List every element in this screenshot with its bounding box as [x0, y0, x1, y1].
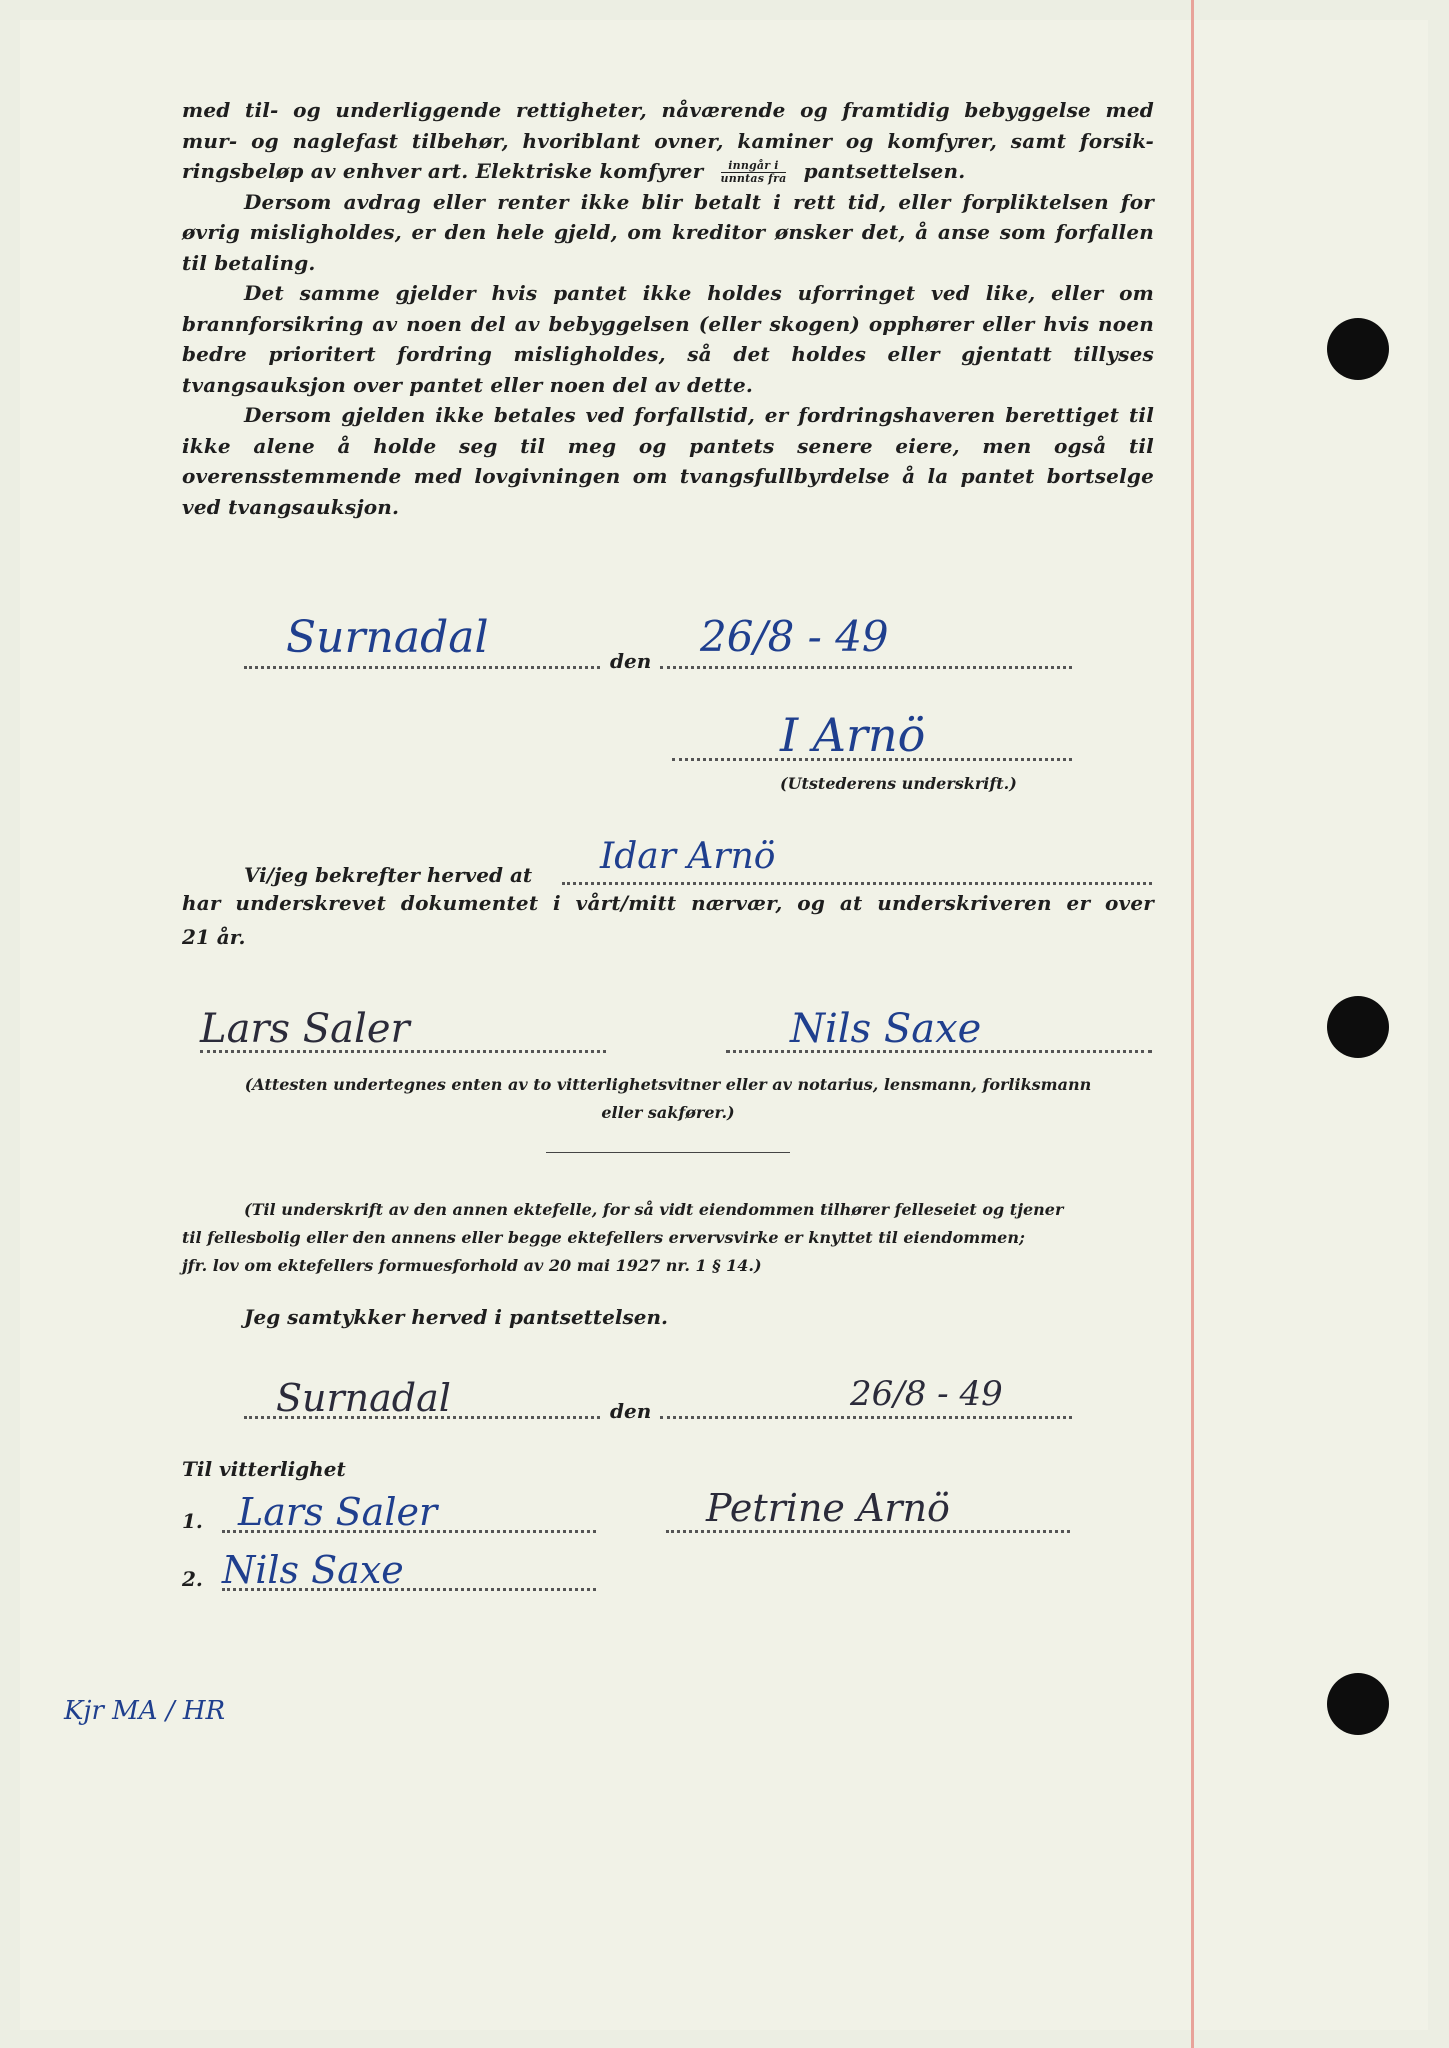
attestation-note-line-1: (Attesten undertegnes enten av to vitterlighetsvitner eller av notarius, lensmann, forliksmann [244, 1075, 1092, 1094]
attested-name: Idar Arnö [600, 836, 776, 877]
section-divider [546, 1152, 790, 1153]
witness-number-2: 2. [182, 1567, 203, 1591]
margin-note: Kjr MA / HR [64, 1696, 226, 1726]
mortgage-terms-text [182, 95, 1154, 522]
attestation-intro: Vi/jeg bekrefter herved at [244, 863, 533, 887]
date-dotted-line [660, 666, 1072, 669]
terms-line-1: med til- og underliggende rettigheter, nåværende og framtidig bebyggelse med [182, 98, 1154, 122]
punch-hole-2 [1327, 996, 1389, 1058]
terms-line-3 [182, 156, 1154, 187]
witness-number-1: 1. [182, 1509, 203, 1533]
spouse-signature: Petrine Arnö [706, 1486, 950, 1530]
witness-heading: Til vitterlighet [182, 1457, 346, 1481]
punch-hole-1 [1327, 318, 1389, 380]
issuer-signature-caption: (Utstederens underskrift.) [780, 774, 1017, 793]
insurance-paragraph: Det samme gjelder hvis pantet ikke holdes uforringet ved like, eller om brannforsikring av noen del av bebyggelsen (eller skogen) opphører eller hvis noen bedre prioritert fordring misligholdes, så det holdes eller gjentatt tillyses tvangsauksjon over pantet eller noen del av dette. [182, 281, 1154, 397]
attestation-witness-1: Lars Saler [200, 1006, 410, 1052]
terms-line-3-post: pantsettelsen. [803, 159, 966, 183]
attestation-line-2: har underskrevet dokumentet i vårt/mitt nærvær, og at underskriveren er over [182, 891, 1154, 915]
place-dotted-line [244, 666, 600, 669]
spouse-handwritten-date: 26/8 - 49 [850, 1374, 1003, 1414]
spouse-witness-1: Lars Saler [238, 1490, 438, 1534]
spouse-consent-text: Jeg samtykker herved i pantsettelsen. [244, 1305, 668, 1329]
spouse-witness-2-dotted-line [222, 1588, 596, 1591]
terms-line-2: mur- og naglefast tilbehør, hvoriblant ovner, kaminer og komfyrer, samt forsik- [182, 128, 1154, 153]
spouse-witness-1-dotted-line [222, 1530, 596, 1533]
attested-name-dotted-line [562, 882, 1152, 885]
due-date-paragraph: Dersom gjelden ikke betales ved forfallstid, er fordringshaveren berettiget til ikke alene å holde seg til meg og pantets senere eiere, men også til overensstemmende med lovgivningen om tvangsfullbyrdelse å la pantet bortselge ved tvangsauksjon. [182, 403, 1154, 519]
fraction-top: inngår i [721, 160, 787, 173]
witness-1-dotted-line [200, 1050, 606, 1053]
spouse-witness-2: Nils Saxe [222, 1548, 404, 1592]
witness-2-dotted-line [726, 1050, 1152, 1053]
punch-hole-3 [1327, 1673, 1389, 1735]
attestation-witness-2: Nils Saxe [790, 1006, 982, 1052]
den-label: den [610, 649, 652, 673]
attestation-line-3: 21 år. [182, 925, 246, 949]
spouse-den-label: den [610, 1399, 652, 1423]
default-paragraph: Dersom avdrag eller renter ikke blir betalt i rett tid, eller forpliktelsen for øvrig misligholdes, er den hele gjeld, om kreditor ønsker det, å anse som forfallen til betaling. [182, 189, 1154, 275]
spouse-note-line-1: (Til underskrift av den annen ektefelle, for så vidt eiendommen tilhører felleseiet og tjener [244, 1200, 1064, 1219]
spouse-note-line-3: jfr. lov om ektefellers formuesforhold av 20 mai 1927 nr. 1 § 14.) [182, 1256, 762, 1275]
spouse-note-line-2: til fellesbolig eller den annens eller begge ektefellers ervervsvirke er knyttet til eiendommen; [182, 1228, 1025, 1247]
handwritten-date: 26/8 - 49 [700, 612, 889, 661]
spouse-place-dotted-line [244, 1416, 600, 1419]
issuer-signature: I Arnö [780, 708, 926, 762]
attestation-note-line-2: eller sakfører.) [601, 1103, 735, 1122]
spouse-handwritten-place: Surnadal [276, 1376, 451, 1420]
signature-dotted-line [672, 758, 1072, 761]
terms-line-3-pre: ringsbeløp av enhver art. Elektriske komfyrer [182, 159, 704, 183]
included-excluded-fraction [721, 160, 787, 185]
spouse-date-dotted-line [660, 1416, 1072, 1419]
fraction-bottom: unntas fra [720, 172, 787, 185]
red-margin-line [1191, 0, 1194, 2048]
spouse-signature-dotted-line [666, 1530, 1070, 1533]
handwritten-place: Surnadal [286, 612, 489, 663]
